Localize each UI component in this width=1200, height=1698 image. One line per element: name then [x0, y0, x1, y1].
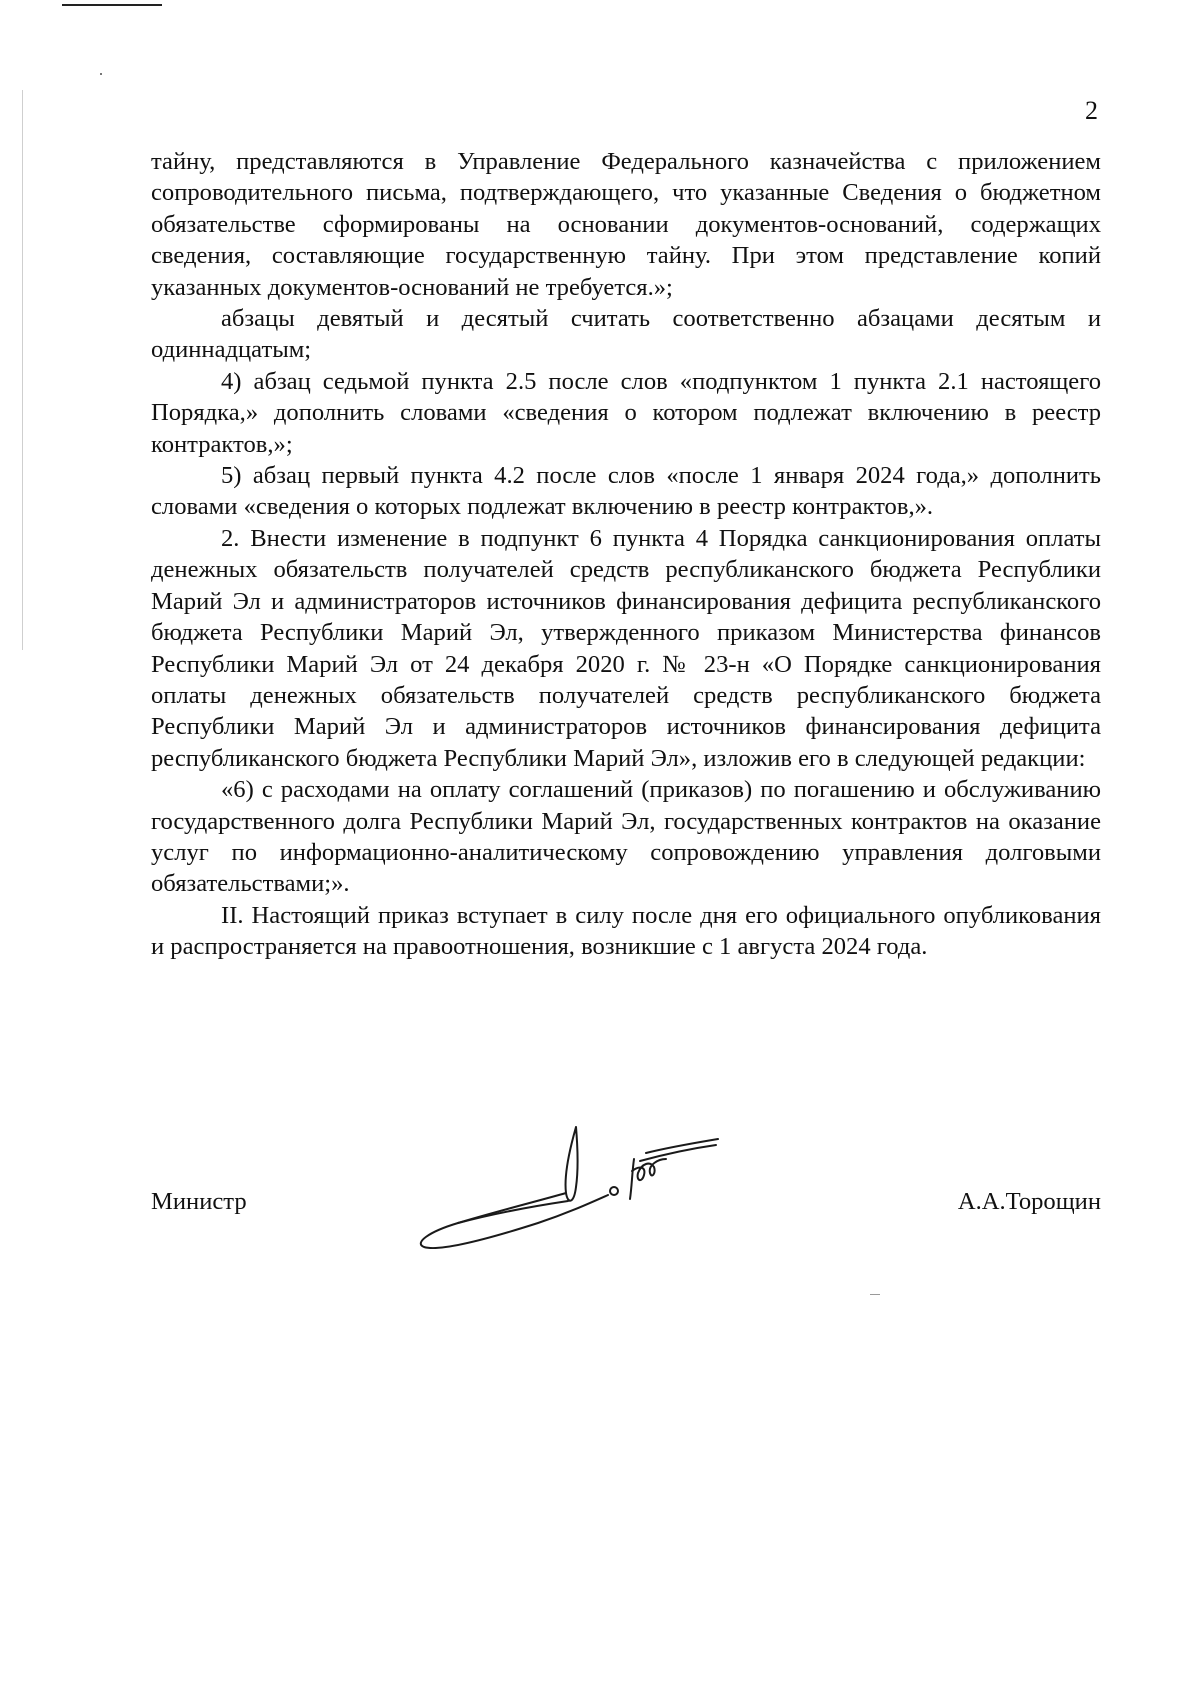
handwritten-signature-icon [418, 1115, 738, 1275]
signer-position: Министр [151, 1188, 247, 1215]
paragraph-effective-date: II. Настоящий приказ вступает в силу после дня его официального опубликования и распространяется на правоотношения, возникшие с 1 августа 2024 года. [151, 901, 1101, 961]
scan-edge-mark [62, 4, 162, 6]
paragraph-continuation: тайну, представляются в Управление Федерального казначейства с приложением сопроводительного письма, подтверждающего, что указанные Сведения о бюджетном обязательстве сформированы на основании документов-оснований, содержащих сведения, составляющие государственную тайну. При этом представление копий указанных документов-оснований не требуется.»; [151, 148, 1101, 301]
paragraph-section-2: 2. Внести изменение в подпункт 6 пункта 4 Порядка санкционирования оплаты денежных обязательств получателей средств республиканского бюджета Республики Марий Эл и администраторов источников финансирования дефицита республиканского бюджета Республики Марий Эл, утвержденного приказом Министерства финансов Республики Марий Эл от 24 декабря 2020 г. № 23-н «О Порядке санкционирования оплаты денежных обязательств получателей средств республиканского бюджета Республики Марий Эл и администраторов источников финансирования дефицита республиканского бюджета Республики Марий Эл», изложив его в следующей редакции: [151, 524, 1101, 772]
page-number: 2 [1085, 96, 1098, 125]
paragraph-item-5: 5) абзац первый пункта 4.2 после слов «после 1 января 2024 года,» дополнить словами «сведения о которых подлежат включению в реестр контрактов,». [151, 462, 1101, 521]
scan-speck-bottom [870, 1294, 880, 1295]
signer-name: А.А.Торощин [957, 1188, 1101, 1215]
paragraph-renumber-abzats: абзацы девятый и десятый считать соответственно абзацами десятым и одиннадцатым; [151, 305, 1101, 364]
document-body [151, 146, 1101, 963]
paragraph-quoted-subitem-6: «6) с расходами на оплату соглашений (приказов) по погашению и обслуживанию государственного долга Республики Марий Эл, государственных контрактов на оказание услуг по информационно-аналитическому сопровождению управления долговыми обязательствами;». [151, 776, 1101, 898]
scan-speck [100, 73, 102, 75]
scan-left-edge [22, 90, 23, 650]
paragraph-item-4: 4) абзац седьмой пункта 2.5 после слов «подпунктом 1 пункта 2.1 настоящего Порядка,» дополнить словами «сведения о котором подлежат включению в реестр контрактов,»; [151, 367, 1101, 458]
